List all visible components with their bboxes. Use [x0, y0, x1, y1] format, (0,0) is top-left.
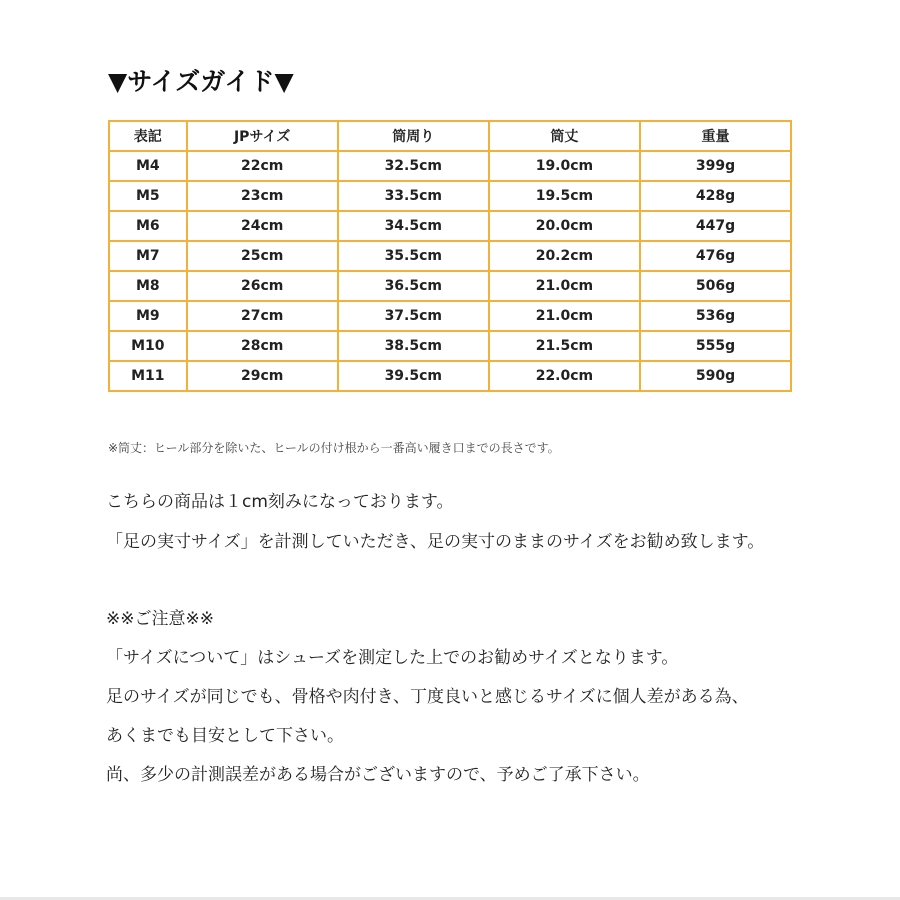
unit-increment-text: こちらの商品は１cm刻みになっております。	[106, 492, 454, 512]
table-cell: 36.5cm	[338, 271, 489, 301]
table-row	[109, 241, 791, 271]
header-label: 表記	[109, 121, 187, 151]
table-row	[109, 181, 791, 211]
table-row	[109, 211, 791, 241]
table-cell: 21.0cm	[489, 301, 640, 331]
table-cell: 21.5cm	[489, 331, 640, 361]
table-cell: 19.5cm	[489, 181, 640, 211]
table-cell: M5	[109, 181, 187, 211]
table-cell: M6	[109, 211, 187, 241]
header-shaft-height: 筒丈	[489, 121, 640, 151]
table-cell: 32.5cm	[338, 151, 489, 181]
size-guide-table	[108, 120, 792, 392]
table-cell: 33.5cm	[338, 181, 489, 211]
caution-line-3: あくまでも目安として下さい。	[106, 726, 344, 746]
table-row	[109, 331, 791, 361]
table-cell: 428g	[640, 181, 791, 211]
table-cell: 20.2cm	[489, 241, 640, 271]
header-weight: 重量	[640, 121, 791, 151]
table-cell: 37.5cm	[338, 301, 489, 331]
table-cell: 476g	[640, 241, 791, 271]
table-cell: 35.5cm	[338, 241, 489, 271]
table-cell: M9	[109, 301, 187, 331]
table-cell: 38.5cm	[338, 331, 489, 361]
caution-line-2: 足のサイズが同じでも、骨格や肉付き、丁度良いと感じるサイズに個人差がある為、	[106, 687, 749, 707]
header-shaft-circumference: 筒周り	[338, 121, 489, 151]
table-cell: 22cm	[187, 151, 338, 181]
table-row	[109, 151, 791, 181]
table-cell: 21.0cm	[489, 271, 640, 301]
table-cell: 399g	[640, 151, 791, 181]
table-row	[109, 301, 791, 331]
table-cell: 22.0cm	[489, 361, 640, 391]
caution-line-4: 尚、多少の計測誤差がある場合がございますので、予めご了承下さい。	[106, 765, 650, 785]
table-cell: 24cm	[187, 211, 338, 241]
table-cell: M8	[109, 271, 187, 301]
measurement-advice-text: 「足の実寸サイズ」を計測していただき、足の実寸のままのサイズをお勧め致します。	[106, 532, 765, 552]
table-cell: 27cm	[187, 301, 338, 331]
table-cell: 28cm	[187, 331, 338, 361]
table-cell: M10	[109, 331, 187, 361]
table-cell: 19.0cm	[489, 151, 640, 181]
table-cell: 555g	[640, 331, 791, 361]
table-cell: 506g	[640, 271, 791, 301]
table-cell: 23cm	[187, 181, 338, 211]
caution-line-1: 「サイズについて」はシューズを測定した上でのお勧めサイズとなります。	[106, 648, 679, 668]
page-title: ▼サイズガイド▼	[108, 67, 294, 96]
table-header-row	[109, 121, 791, 151]
table-cell: M4	[109, 151, 187, 181]
table-cell: 34.5cm	[338, 211, 489, 241]
table-cell: 590g	[640, 361, 791, 391]
table-cell: 20.0cm	[489, 211, 640, 241]
table-cell: M11	[109, 361, 187, 391]
table-cell: 39.5cm	[338, 361, 489, 391]
table-row	[109, 361, 791, 391]
table-cell: 29cm	[187, 361, 338, 391]
caution-heading: ※※ご注意※※	[106, 609, 214, 629]
table-cell: 536g	[640, 301, 791, 331]
table-cell: M7	[109, 241, 187, 271]
table-row	[109, 271, 791, 301]
table-cell: 26cm	[187, 271, 338, 301]
shaft-height-note: ※筒丈：ヒール部分を除いた、ヒールの付け根から一番高い履き口までの長さです。	[108, 441, 560, 455]
table-cell: 25cm	[187, 241, 338, 271]
header-jp-size: JPサイズ	[187, 121, 338, 151]
table-cell: 447g	[640, 211, 791, 241]
